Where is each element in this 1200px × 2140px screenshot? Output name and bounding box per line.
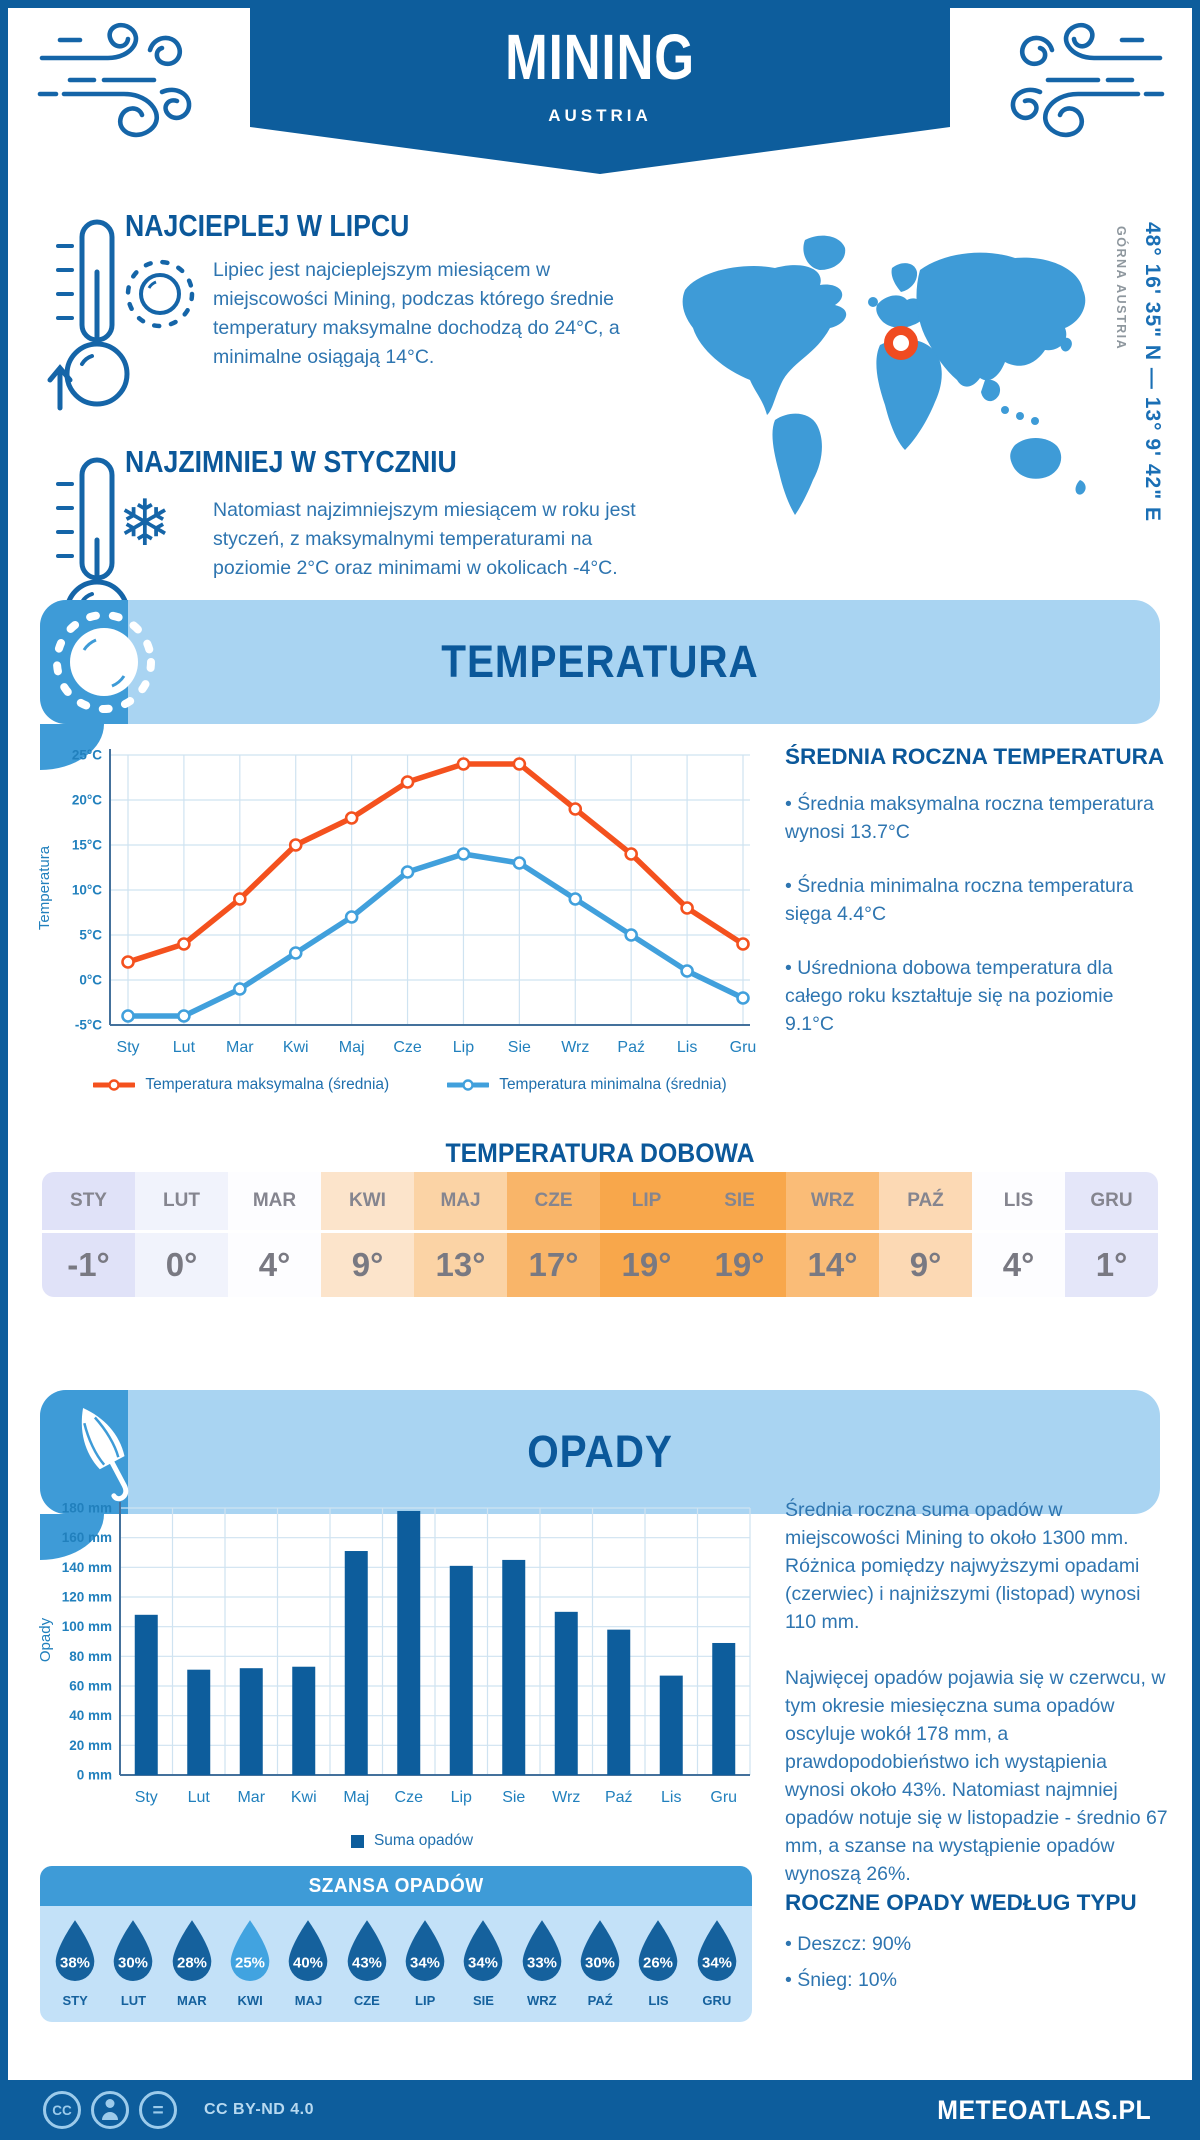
droplet-month-label: CZE: [353, 1993, 380, 2008]
region-label: GÓRNA AUSTRIA: [1114, 226, 1128, 351]
precipitation-paragraphs: [785, 1496, 1170, 1888]
rain-chance-item: [279, 1918, 337, 2008]
legend-line-icon: [447, 1079, 489, 1091]
svg-text:33%: 33%: [526, 1954, 557, 1972]
paragraph: Średnia roczna suma opadów w miejscowości Mining to około 1300 mm. Różnica pomiędzy najwyższymi opadami (czerwiec) i najniższymi (listopad) wynosi 110 mm.: [785, 1499, 1141, 1633]
svg-text:180 mm: 180 mm: [62, 1500, 112, 1516]
bar: [555, 1612, 578, 1775]
precipitation-bar-plot: [62, 1496, 762, 1818]
legend-label: Temperatura maksymalna (średnia): [145, 1076, 390, 1093]
svg-text:Gru: Gru: [710, 1789, 738, 1806]
month-temperature: 17°: [507, 1233, 600, 1297]
svg-text:Lis: Lis: [661, 1789, 682, 1806]
month-temperature: 4°: [972, 1233, 1065, 1297]
svg-text:30%: 30%: [585, 1954, 616, 1972]
world-map: [655, 210, 1105, 540]
month-column: [600, 1172, 693, 1297]
rain-chance-header: [40, 1866, 752, 1906]
bullet-item: • Średnia maksymalna roczna temperatura wynosi 13.7°C: [785, 790, 1167, 846]
svg-text:Kwi: Kwi: [282, 1039, 309, 1056]
svg-text:60 mm: 60 mm: [69, 1678, 112, 1694]
svg-text:Maj: Maj: [338, 1039, 365, 1056]
svg-text:25°C: 25°C: [71, 747, 102, 763]
month-temperature: 9°: [321, 1233, 414, 1297]
month-temperature: -1°: [42, 1233, 135, 1297]
month-column: [42, 1172, 135, 1297]
month-label: CZE: [507, 1172, 600, 1230]
svg-text:0 mm: 0 mm: [76, 1767, 112, 1783]
month-label: WRZ: [786, 1172, 879, 1230]
droplet-month-label: SIE: [473, 1993, 494, 2008]
svg-text:80 mm: 80 mm: [69, 1648, 112, 1664]
bar: [660, 1676, 683, 1775]
svg-text:Paź: Paź: [604, 1789, 633, 1806]
svg-text:Lip: Lip: [450, 1789, 472, 1806]
rain-chance-droplets: [40, 1906, 752, 2022]
cold-text: Natomiast najzimniejszym miesiącem w roku jest styczeń, z maksymalnymi temperaturami na poziomie 2°C oraz minimami w okolicach -4°C.: [213, 499, 636, 579]
footer: [0, 2080, 1200, 2140]
svg-text:Paź: Paź: [617, 1039, 645, 1056]
svg-text:40%: 40%: [293, 1954, 324, 1972]
bullet-item: • Uśredniona dobowa temperatura dla całego roku kształtuje się na poziomie 9.1°C: [785, 954, 1167, 1038]
svg-text:15°C: 15°C: [71, 837, 102, 853]
rain-chance-item: [454, 1918, 512, 2008]
droplet-icon: [165, 1918, 219, 1988]
month-label: MAR: [228, 1172, 321, 1230]
month-column: [414, 1172, 507, 1297]
month-column: [228, 1172, 321, 1297]
rain-chance-item: [571, 1918, 629, 2008]
bar: [292, 1667, 315, 1775]
snowflake-icon: ❄: [118, 487, 172, 561]
temperature-line-plot: [60, 742, 760, 1064]
svg-text:100 mm: 100 mm: [62, 1619, 112, 1635]
wind-icon: [30, 16, 230, 148]
month-temperature: 14°: [786, 1233, 879, 1297]
warm-title: NAJCIEPLEJ W LIPCU: [125, 208, 410, 243]
bullet-item: • Deszcz: 90%: [785, 1930, 1170, 1958]
precipitation-summary: [785, 1496, 1170, 1916]
legend-item: [447, 1076, 726, 1094]
page-subtitle: AUSTRIA: [548, 106, 652, 125]
month-temperature: 19°: [600, 1233, 693, 1297]
month-temperature: 4°: [228, 1233, 321, 1297]
month-label: LIS: [972, 1172, 1065, 1230]
svg-text:10°C: 10°C: [71, 882, 102, 898]
temperature-legend: [60, 1076, 760, 1094]
month-column: [879, 1172, 972, 1297]
month-temperature: 19°: [693, 1233, 786, 1297]
rain-chance-item: [338, 1918, 396, 2008]
rain-chance-item: [513, 1918, 571, 2008]
svg-text:20°C: 20°C: [71, 792, 102, 808]
month-label: KWI: [321, 1172, 414, 1230]
svg-text:160 mm: 160 mm: [62, 1530, 112, 1546]
svg-text:140 mm: 140 mm: [62, 1559, 112, 1575]
temperature-chart: [60, 742, 760, 1064]
svg-text:34%: 34%: [701, 1954, 732, 1972]
paragraph: Najwięcej opadów pojawia się w czerwcu, w tym okresie miesięczna suma opadów oscyluje wokół 178 mm, a prawdopodobieństwo ich wystąpienia wynosi około 43%. Natomiast najmniej opadów notuje się w listopadzie - średnio 67 mm, a szanse na wystąpienie opadów wynoszą 26%.: [785, 1667, 1168, 1885]
precipitation-band-title: OPADY: [527, 1426, 673, 1477]
svg-text:Mar: Mar: [226, 1039, 254, 1056]
droplet-month-label: LIS: [648, 1993, 669, 2008]
rain-chance-item: [46, 1918, 104, 2008]
brand-logo: METEOATLAS.PL: [936, 2094, 1151, 2125]
svg-text:Maj: Maj: [343, 1789, 370, 1806]
droplet-month-label: MAJ: [294, 1993, 323, 2008]
droplet-icon: [573, 1918, 627, 1988]
svg-text:Lis: Lis: [676, 1039, 698, 1056]
droplet-month-label: MAR: [177, 1993, 207, 2008]
bullet-item: • Śnieg: 10%: [785, 1966, 1170, 1994]
droplet-month-label: GRU: [702, 1993, 732, 2008]
rain-chance-item: [221, 1918, 279, 2008]
legend-line-icon: [93, 1079, 135, 1091]
svg-text:38%: 38%: [60, 1954, 91, 1972]
temperature-y-axis-label: Temperatura: [36, 845, 53, 931]
svg-text:30%: 30%: [118, 1954, 149, 1972]
bar: [397, 1511, 420, 1775]
droplet-icon: [398, 1918, 452, 1988]
precipitation-legend: [62, 1832, 762, 1850]
month-column: [693, 1172, 786, 1297]
wind-icon: [972, 16, 1172, 153]
svg-text:Sie: Sie: [507, 1039, 531, 1056]
svg-text:-5°C: -5°C: [74, 1017, 102, 1033]
precipitation-y-axis-label: Opady: [37, 1617, 54, 1663]
month-label: LUT: [135, 1172, 228, 1230]
month-column: [135, 1172, 228, 1297]
month-label: PAŹ: [879, 1172, 972, 1230]
droplet-icon: [281, 1918, 335, 1988]
svg-text:Sty: Sty: [116, 1039, 140, 1056]
svg-text:Cze: Cze: [393, 1039, 422, 1056]
month-column: [972, 1172, 1065, 1297]
rain-chance-item: [396, 1918, 454, 2008]
droplet-month-label: STY: [62, 1993, 88, 2008]
bar: [187, 1670, 210, 1775]
svg-text:20 mm: 20 mm: [69, 1737, 112, 1753]
droplet-icon: [106, 1918, 160, 1988]
temperature-summary-title: ŚREDNIA ROCZNA TEMPERATURA: [785, 744, 1165, 769]
daily-temperature-title: TEMPERATURA DOBOWA: [445, 1138, 755, 1168]
svg-text:Mar: Mar: [237, 1789, 266, 1806]
svg-text:Gru: Gru: [729, 1039, 757, 1056]
droplet-month-label: LUT: [120, 1993, 147, 2008]
month-temperature: 1°: [1065, 1233, 1158, 1297]
month-temperature: 13°: [414, 1233, 507, 1297]
svg-text:Lip: Lip: [452, 1039, 475, 1056]
svg-text:Sie: Sie: [502, 1789, 526, 1806]
month-column: [507, 1172, 600, 1297]
droplet-month-label: LIP: [415, 1993, 436, 2008]
temperature-summary-bullets: [785, 790, 1167, 1038]
droplet-month-label: PAŹ: [587, 1993, 613, 2008]
svg-text:28%: 28%: [176, 1954, 207, 1972]
precipitation-type-bullets: [785, 1930, 1170, 1994]
bar: [240, 1668, 263, 1775]
month-label: STY: [42, 1172, 135, 1230]
location-marker: [889, 331, 914, 356]
month-temperature: 9°: [879, 1233, 972, 1297]
droplet-icon: [631, 1918, 685, 1988]
precipitation-chart: [62, 1496, 762, 1818]
bar: [712, 1643, 735, 1775]
legend-item: [93, 1076, 389, 1094]
droplet-icon: [456, 1918, 510, 1988]
svg-text:Cze: Cze: [394, 1789, 423, 1806]
rain-chance-item: [163, 1918, 221, 2008]
month-label: LIP: [600, 1172, 693, 1230]
svg-text:43%: 43%: [351, 1954, 382, 1972]
bullet-item: • Średnia minimalna roczna temperatura sięga 4.4°C: [785, 872, 1167, 928]
daily-temperature-table: [42, 1172, 1158, 1297]
temperature-summary: [785, 744, 1167, 1064]
page-title: MINING: [505, 21, 695, 93]
svg-text:Kwi: Kwi: [290, 1789, 317, 1806]
svg-text:Lut: Lut: [187, 1789, 210, 1806]
month-label: GRU: [1065, 1172, 1158, 1230]
svg-text:Wrz: Wrz: [561, 1039, 590, 1056]
droplet-month-label: KWI: [237, 1993, 263, 2008]
svg-text:Wrz: Wrz: [552, 1789, 581, 1806]
svg-text:34%: 34%: [410, 1954, 441, 1972]
temperature-band-title: TEMPERATURA: [441, 636, 759, 687]
rain-chance-title: SZANSA OPADÓW: [308, 1874, 484, 1897]
droplet-icon: [690, 1918, 744, 1988]
bar: [502, 1560, 525, 1775]
bar: [607, 1630, 630, 1775]
creative-commons-icons: [40, 2088, 190, 2132]
svg-text:0°C: 0°C: [79, 972, 102, 988]
month-label: MAJ: [414, 1172, 507, 1230]
bar: [135, 1615, 158, 1775]
svg-text:40 mm: 40 mm: [69, 1708, 112, 1724]
rain-chance-item: [629, 1918, 687, 2008]
warm-text: Lipiec jest najcieplejszym miesiącem w miejscowości Mining, podczas którego średnie temperatury maksymalne dochodzą do 24°C, a minimalne osiągają 14°C.: [213, 259, 620, 368]
droplet-icon: [340, 1918, 394, 1988]
svg-text:Sty: Sty: [134, 1789, 158, 1806]
coordinates-label: 48° 16' 35" N — 13° 9' 42" E: [1141, 222, 1164, 523]
svg-text:26%: 26%: [643, 1954, 674, 1972]
rain-chance-panel: [40, 1866, 752, 2022]
precipitation-type-title: ROCZNE OPADY WEDŁUG TYPU: [785, 1890, 1137, 1915]
rain-chance-item: [104, 1918, 162, 2008]
svg-text:=: =: [152, 2100, 164, 2122]
droplet-icon: [515, 1918, 569, 1988]
cold-title: NAJZIMNIEJ W STYCZNIU: [125, 444, 457, 479]
svg-text:25%: 25%: [235, 1954, 266, 1972]
month-column: [321, 1172, 414, 1297]
legend-label: Temperatura minimalna (średnia): [499, 1076, 727, 1093]
bar: [345, 1551, 368, 1775]
legend-label: Suma opadów: [373, 1832, 474, 1849]
month-temperature: 0°: [135, 1233, 228, 1297]
month-column: [1065, 1172, 1158, 1297]
rain-chance-item: [688, 1918, 746, 2008]
svg-text:CC: CC: [52, 2103, 72, 2118]
legend-square-icon: [351, 1835, 364, 1848]
droplet-month-label: WRZ: [527, 1993, 557, 2008]
droplet-icon: [48, 1918, 102, 1988]
month-column: [786, 1172, 879, 1297]
legend-item: [351, 1832, 473, 1850]
droplet-icon: [223, 1918, 277, 1988]
license-label: CC BY-ND 4.0: [204, 2101, 315, 2118]
svg-text:34%: 34%: [468, 1954, 499, 1972]
sun-icon: [116, 250, 204, 338]
precipitation-types: [785, 1890, 1170, 2002]
month-label: SIE: [693, 1172, 786, 1230]
bar: [450, 1566, 473, 1775]
svg-text:5°C: 5°C: [79, 927, 102, 943]
svg-text:120 mm: 120 mm: [62, 1589, 112, 1605]
svg-text:Lut: Lut: [172, 1039, 196, 1056]
